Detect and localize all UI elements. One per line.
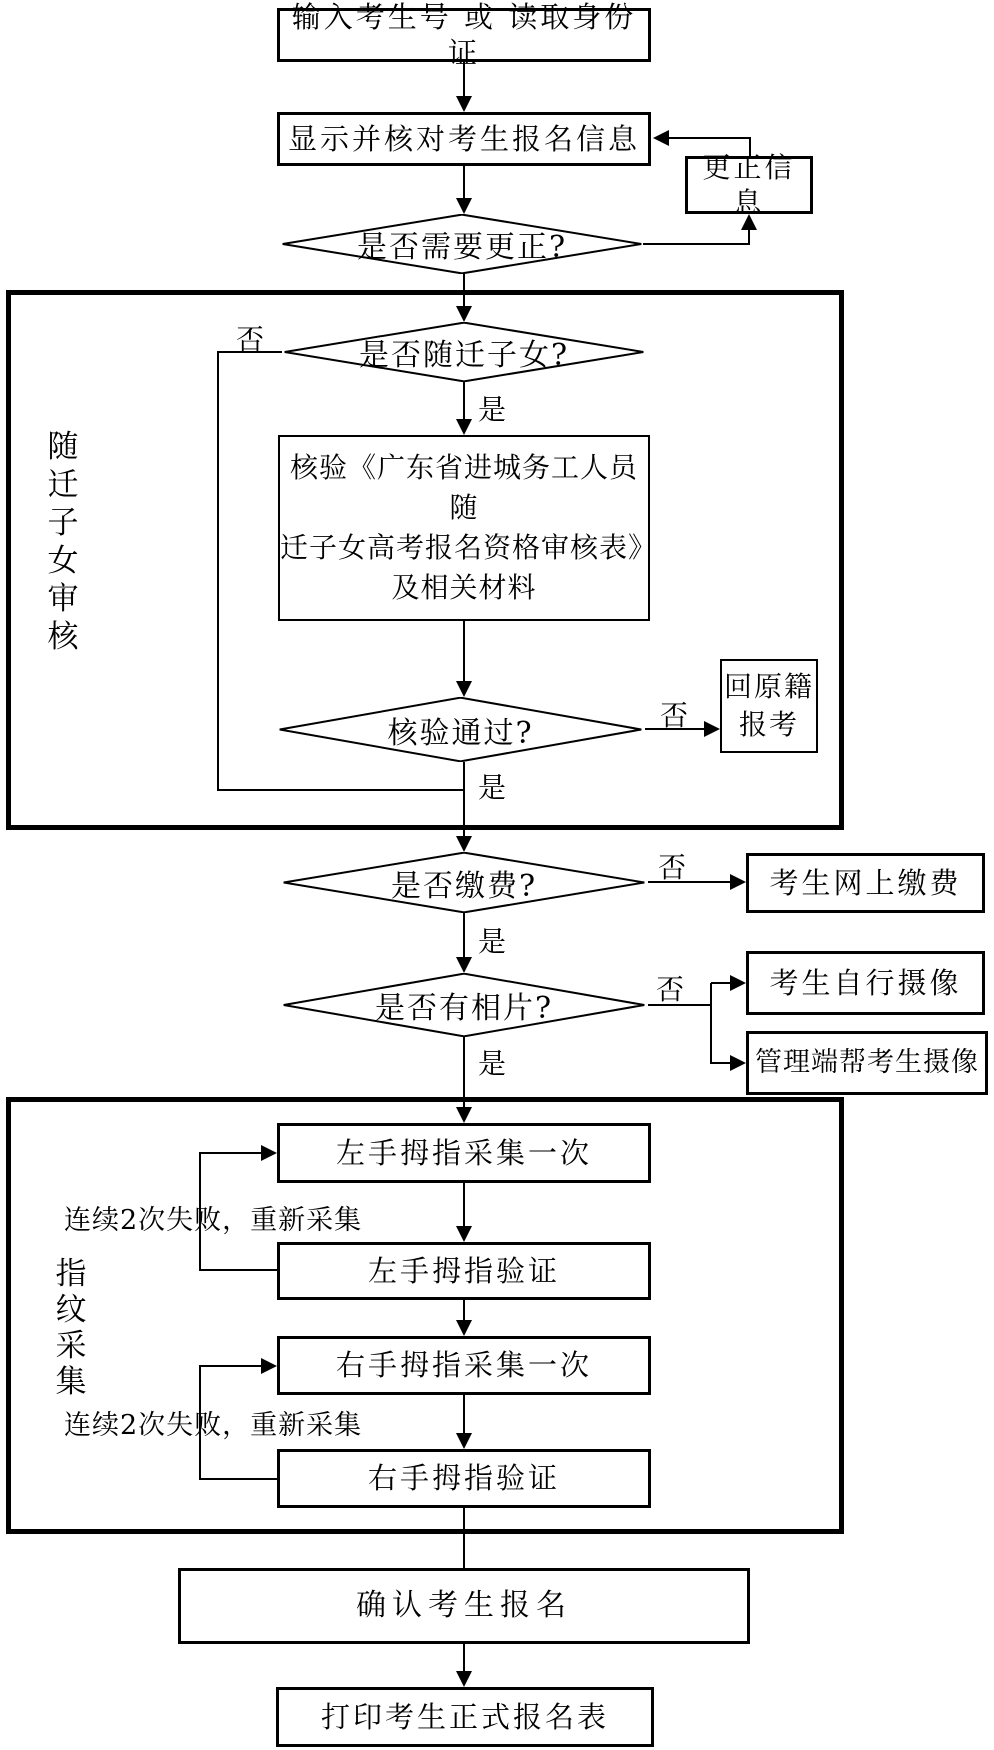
arrowhead-into-display-right <box>653 130 669 146</box>
connector-leftcollect-leftverify <box>463 1183 465 1228</box>
edge-migrant-no-join <box>217 789 464 791</box>
node-admincam-box <box>746 1031 988 1095</box>
node-right-collect-label: 右手拇指采集一次 <box>335 1348 592 1383</box>
label-no-checkpass: 否 <box>660 699 689 732</box>
arrowhead-into-display <box>456 96 472 112</box>
node-return-line2: 报考 <box>738 708 799 741</box>
node-left-collect-label: 左手拇指采集一次 <box>335 1135 592 1170</box>
decision-check-pass-label: 核验通过? <box>387 715 534 751</box>
label-no-migrant: 否 <box>236 323 265 356</box>
node-right-verify-box <box>277 1449 651 1508</box>
decision-is-migrant <box>281 322 647 382</box>
node-correct-label: 更正信息 <box>702 151 796 219</box>
arrowhead-into-checkpass <box>456 681 472 697</box>
arrowhead-into-leftverify <box>456 1226 472 1242</box>
node-selfcam-box <box>746 951 985 1015</box>
node-admincam-label: 管理端帮考生摄像 <box>755 1047 979 1079</box>
label-retry-left: 连续2次失败，重新采集 <box>64 1205 363 1236</box>
node-left-collect-box <box>277 1123 651 1183</box>
node-return-line1: 回原籍 <box>723 670 814 703</box>
node-left-verify-box <box>277 1242 651 1300</box>
arrowhead-into-return <box>704 721 720 737</box>
arrowhead-into-verify <box>456 419 472 435</box>
node-print-label: 打印考生正式报名表 <box>320 1699 609 1734</box>
label-no-photo: 否 <box>656 973 685 1006</box>
node-input-label: 输入考生号 或 读取身份证 <box>291 0 637 70</box>
arrowhead-into-hasphoto <box>456 957 472 973</box>
node-confirm-box <box>178 1568 750 1644</box>
connector-needcorrect-ismigrant <box>463 274 465 308</box>
node-verify-line1: 核验《广东省进城务工人员随 <box>289 451 638 524</box>
decision-has-photo <box>280 973 648 1037</box>
edge-right-retry-bottom <box>200 1478 277 1480</box>
node-webpay-box <box>746 853 985 913</box>
edge-photo-no-top <box>711 982 730 984</box>
node-input-box <box>277 0 651 70</box>
label-yes-paid: 是 <box>478 925 507 958</box>
decision-is-paid <box>280 852 648 913</box>
arrowhead-into-needcorrect <box>456 198 472 214</box>
decision-is-paid-label: 是否缴费? <box>390 868 538 904</box>
arrowhead-into-rightcollect-side <box>261 1358 277 1374</box>
arrowhead-into-admincam <box>730 1055 746 1071</box>
arrowhead-into-print <box>456 1671 472 1687</box>
arrowhead-into-selfcam <box>730 975 746 991</box>
connector-rightverify-confirm <box>463 1508 465 1568</box>
connector-verify-checkpass <box>463 621 465 683</box>
label-no-paid: 否 <box>658 851 687 884</box>
arrowhead-into-rightverify <box>456 1433 472 1449</box>
node-correct-box <box>685 151 813 219</box>
node-print-box <box>276 1687 654 1747</box>
arrowhead-into-leftcollect <box>456 1107 472 1123</box>
arrowhead-into-leftcollect-side <box>261 1145 277 1161</box>
node-confirm-label: 确认考生报名 <box>356 1588 572 1624</box>
decision-has-photo-label: 是否有相片? <box>374 991 554 1026</box>
edge-correct-return-h <box>669 137 751 139</box>
arrowhead-into-ismigrant <box>456 306 472 322</box>
node-verify-line2: 迁子女高考报名资格审核表》 <box>280 531 658 564</box>
edge-photo-no-bottom <box>711 1062 730 1064</box>
edge-right-retry-top <box>199 1365 261 1367</box>
connector-ispaid-hasphoto <box>463 913 465 959</box>
edge-left-retry-top <box>199 1152 261 1154</box>
connector-display-needcorrect <box>463 166 465 200</box>
edge-needcorrect-yes-v <box>748 228 750 245</box>
node-display-box <box>277 112 651 166</box>
connector-leftverify-rightcollect <box>463 1300 465 1322</box>
label-yes-checkpass: 是 <box>478 771 507 804</box>
node-right-collect-box <box>277 1336 651 1395</box>
decision-need-correct-label: 是否需要更正? <box>356 230 568 265</box>
node-selfcam-label: 考生自行摄像 <box>769 965 962 1000</box>
label-retry-right: 连续2次失败，重新采集 <box>64 1410 363 1441</box>
edge-migrant-no-vertical <box>217 351 219 791</box>
node-verify-line3: 及相关材料 <box>391 571 537 604</box>
node-right-verify-label: 右手拇指验证 <box>367 1461 560 1496</box>
node-left-verify-label: 左手拇指验证 <box>367 1253 560 1288</box>
group-fingerprint-label: 指纹采集 <box>55 1256 87 1400</box>
connector-confirm-print <box>463 1644 465 1673</box>
label-yes-photo: 是 <box>478 1047 507 1080</box>
arrowhead-into-ispaid <box>456 836 472 852</box>
node-return-box <box>720 659 818 753</box>
node-verify-box <box>278 435 658 621</box>
label-yes-migrant: 是 <box>478 393 507 426</box>
edge-left-retry-bottom <box>200 1269 277 1271</box>
edge-needcorrect-yes-h <box>643 243 750 245</box>
connector-hasphoto-leftcollect <box>463 1037 465 1109</box>
decision-check-pass <box>276 697 645 762</box>
connector-checkpass-ispaid <box>463 762 465 838</box>
node-webpay-label: 考生网上缴费 <box>769 865 962 900</box>
arrowhead-into-webpay <box>730 874 746 890</box>
node-display-label: 显示并核对考生报名信息 <box>287 121 640 156</box>
decision-need-correct <box>279 214 645 274</box>
group-migrant-review-label: 随迁子女审核 <box>47 429 79 655</box>
connector-rightcollect-rightverify <box>463 1395 465 1435</box>
edge-photo-no-vertical <box>710 983 712 1064</box>
connector-ismigrant-verify <box>463 382 465 421</box>
arrowhead-into-rightcollect <box>456 1320 472 1336</box>
decision-is-migrant-label: 是否随迁子女? <box>358 338 570 373</box>
